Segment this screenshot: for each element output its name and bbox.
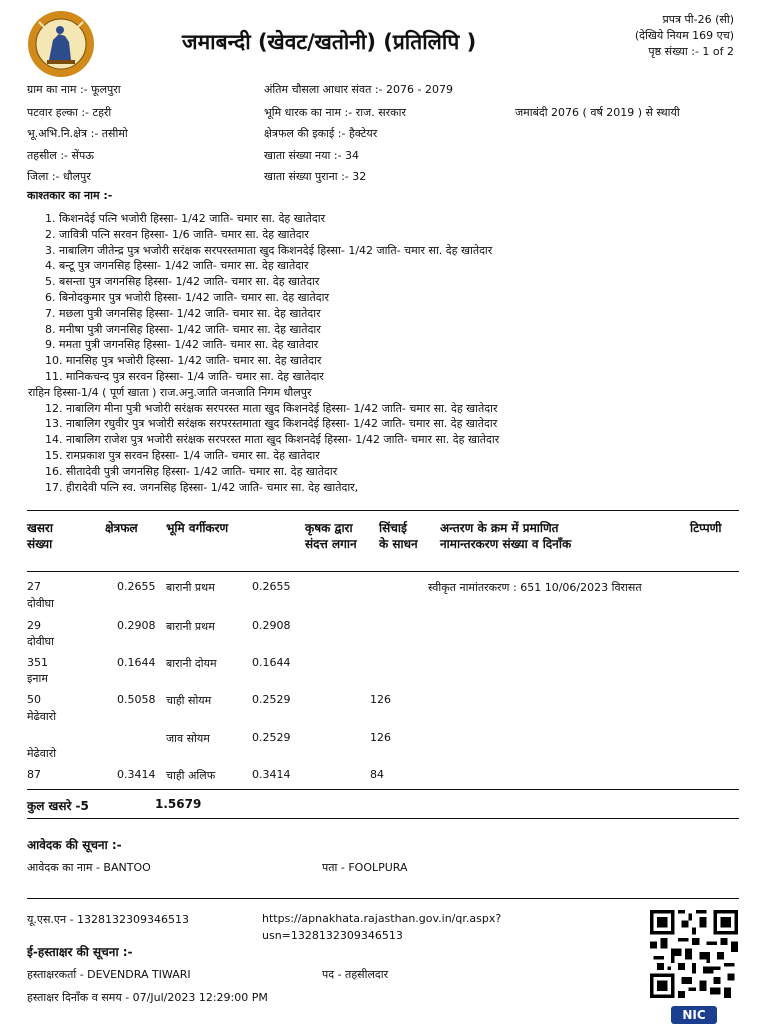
- land-holder: भूमि धारक का नाम :- राज. सरकार: [264, 106, 406, 119]
- header-khasra: खसरा संख्या: [27, 521, 53, 551]
- khata-old: खाता संख्या पुराना :- 32: [264, 170, 367, 183]
- table-top-rule: [27, 510, 739, 511]
- header-irrigation: सिंचाई के साधन: [379, 521, 418, 551]
- khasra-area: 0.1644: [117, 656, 156, 669]
- applicant-heading: आवेदक की सूचना :-: [27, 838, 122, 852]
- khasra-name: मेढेवारो: [27, 747, 57, 760]
- verify-url-line1[interactable]: https://apnakhata.rajasthan.gov.in/qr.aspx?: [262, 912, 502, 925]
- land-class: बारानी दोयम: [166, 657, 217, 670]
- land-class: बारानी प्रथम: [166, 581, 215, 594]
- nic-logo: NIC: [671, 1006, 717, 1024]
- area-unit: क्षेत्रफल की इकाई :- हैक्टेयर: [264, 127, 378, 140]
- jamabandi-year: जमाबंदी 2076 ( वर्ष 2019 ) से स्थायी: [515, 106, 680, 119]
- table-header-rule: [27, 571, 739, 572]
- owner-item: 3. नाबालिग जीतेन्द्र पुत्र भजोरी सरंक्षक सरपरस्तमाता खुद किशनदेई हिस्सा- 1/42 जाति- चमार सा. देह खातेदार: [45, 243, 493, 257]
- total-khasra-label: कुल खसरे -5: [27, 799, 89, 813]
- usn-number: यू.एस.एन - 1328132309346513: [27, 913, 190, 926]
- owner-item: 16. सीतादेवी पुत्री जगनसिह हिस्सा- 1/42 जाति- चमार सा. देह खातेदार: [45, 464, 338, 478]
- land-class: बारानी प्रथम: [166, 620, 215, 633]
- khasra-area: 0.2908: [117, 619, 156, 632]
- khasra-area: 0.5058: [117, 693, 156, 706]
- form-reference: [635, 12, 734, 60]
- header-land-class: भूमि वर्गीकरण: [166, 521, 229, 535]
- owners-heading: काश्तकार का नाम :-: [27, 189, 113, 202]
- land-class: चाही अलिफ: [166, 769, 216, 782]
- signer-name: हस्ताक्षरकर्ता - DEVENDRA TIWARI: [27, 968, 191, 981]
- patwar-halka: पटवार हल्का :- टहरी: [27, 106, 112, 119]
- owner-item: 5. बसन्ता पुत्र जगनसिह हिस्सा- 1/42 जाति- चमार सा. देह खातेदार: [45, 275, 320, 289]
- khasra-name: मेढेवारो: [27, 710, 57, 723]
- applicant-address: पता - FOOLPURA: [322, 861, 408, 874]
- table-bottom-rule: [27, 818, 739, 819]
- khasra-area: 0.2655: [117, 580, 156, 593]
- owner-item: 14. नाबालिग राजेश पुत्र भजोरी सरंक्षक सरपरस्त माता खुद किशनदेई हिस्सा- 1/42 जाति- चमार सा. देह खातेदार: [45, 433, 500, 447]
- header-area: क्षेत्रफल: [105, 521, 138, 535]
- owner-item: 2. जावित्री पत्नि सरवन हिस्सा- 1/6 जाति- चमार सा. देह खातेदार: [45, 227, 309, 241]
- owner-item: 6. बिनोदकुमार पुत्र भजोरी हिस्सा- 1/42 जाति- चमार सा. देह खातेदार: [45, 290, 329, 304]
- rule-reference: (देखिये नियम 169 एच): [634, 29, 734, 42]
- district-name: जिला :- धौलपुर: [27, 170, 91, 183]
- class-area: 0.1644: [252, 656, 291, 669]
- khasra-name: दोवीघा: [27, 635, 55, 648]
- class-area: 0.2529: [252, 693, 291, 706]
- document-title: जमाबन्दी (खेवट/खतोनी) (प्रतिलिपि ): [182, 30, 477, 54]
- owner-item: 15. रामप्रकाश पुत्र सरवन हिस्सा- 1/4 जाति- चमार सा. देह खातेदार: [45, 448, 320, 462]
- irrigation-source: 84: [370, 768, 384, 781]
- irrigation-source: 126: [370, 693, 391, 706]
- irrigation-source: 126: [370, 731, 391, 744]
- owner-item: 11. मानिकचन्द पुत्र सरवन हिस्सा- 1/4 जाति- चमार सा. देह खातेदार: [45, 369, 324, 383]
- village-name: ग्राम का नाम :- फूलपुरा: [27, 83, 121, 96]
- land-class: चाही सोयम: [166, 694, 212, 707]
- qr-code-icon[interactable]: [650, 910, 738, 998]
- tehsil-name: तहसील :- सेंपऊ: [27, 149, 94, 162]
- owner-item: 8. मनीषा पुत्री जगनसिह हिस्सा- 1/42 जाति- चमार सा. देह खातेदार: [45, 322, 321, 336]
- owner-item: 4. बन्टू पुत्र जगनसिह हिस्सा- 1/42 जाति- चमार सा. देह खातेदार: [45, 259, 309, 273]
- owner-mortgage-note: राहिन हिस्सा-1/4 ( पूर्ण खाता ) राज.अनु.जाति जनजाति निगम धौलपुर: [28, 385, 312, 399]
- class-area: 0.3414: [252, 768, 291, 781]
- owner-item: 13. नाबालिग रघुवीर पुत्र भजोरी सरंक्षक सरपरस्तमाता खुद किशनदेई हिस्सा- 1/42 जाति- चमार सा. देह खातेदार: [45, 417, 498, 431]
- khasra-number: 87: [27, 768, 41, 781]
- verify-url-line2[interactable]: usn=1328132309346513: [262, 929, 403, 942]
- header-remarks: टिप्पणी: [690, 521, 722, 535]
- khasra-name: दोवीघा: [27, 597, 55, 610]
- header-mutation: अन्तरण के क्रम में प्रमाणित नामान्तरकरण संख्या व दिनाँक: [440, 521, 572, 551]
- header-lagan: कृषक द्वारा संदत्त लगान: [305, 521, 357, 551]
- footer-rule: [27, 898, 739, 899]
- rajasthan-emblem-logo: [27, 10, 95, 78]
- owners-list: [28, 211, 500, 495]
- khasra-number: 351: [27, 656, 48, 669]
- khasra-name: इनाम: [27, 672, 48, 685]
- khasra-number: 29: [27, 619, 41, 632]
- sign-datetime: हस्ताक्षर दिनाँक व समय - 07/Jul/2023 12:29:00 PM: [27, 991, 268, 1004]
- class-area: 0.2908: [252, 619, 291, 632]
- owner-item: 7. मछला पुत्री जगनसिह हिस्सा- 1/42 जाति- चमार सा. देह खातेदार: [45, 306, 321, 320]
- khata-new: खाता संख्या नया :- 34: [264, 149, 360, 162]
- applicant-name: आवेदक का नाम - BANTOO: [27, 861, 151, 874]
- owner-item: 10. मानसिह पुत्र भजोरी हिस्सा- 1/42 जाति- चमार सा. देह खातेदार: [45, 354, 322, 368]
- bhuabhi-area: भू.अभि.नि.क्षेत्र :- तसीमो: [27, 127, 128, 140]
- chousla-year: अंतिम चौसला आधार संवत :- 2076 - 2079: [264, 83, 453, 96]
- table-total-rule: [27, 789, 739, 790]
- signer-post: पद - तहसीलदार: [322, 968, 389, 981]
- class-area: 0.2529: [252, 731, 291, 744]
- owner-item: 9. ममता पुत्री जगनसिह हिस्सा- 1/42 जाति- चमार सा. देह खातेदार: [45, 338, 319, 352]
- owner-item: 17. हीरादेवी पत्नि स्व. जगनसिह हिस्सा- 1/42 जाति- चमार सा. देह खातेदार,: [45, 480, 359, 494]
- page-count: पृष्ठ संख्या :- 1 of 2: [648, 45, 734, 58]
- class-area: 0.2655: [252, 580, 291, 593]
- total-area: 1.5679: [155, 797, 202, 811]
- khasra-area: 0.3414: [117, 768, 156, 781]
- esign-heading: ई-हस्ताक्षर की सूचना :-: [27, 945, 133, 959]
- mutation-entry: स्वीकृत नामांतरकरण : 651 10/06/2023 विरासत: [428, 581, 642, 594]
- khasra-number: 50: [27, 693, 41, 706]
- owner-item: 1. किशनदेई पत्नि भजोरी हिस्सा- 1/42 जाति- चमार सा. देह खातेदार: [45, 212, 326, 225]
- land-class: जाव सोयम: [166, 732, 210, 745]
- khasra-number: 27: [27, 580, 41, 593]
- owner-item: 12. नाबालिग मीना पुत्री भजोरी सरंक्षक सरपरस्त माता खुद किशनदेई हिस्सा- 1/42 जाति- चमार सा. देह खातेदार: [45, 401, 498, 415]
- form-number: प्रपत्र पी-26 (सी): [662, 13, 734, 26]
